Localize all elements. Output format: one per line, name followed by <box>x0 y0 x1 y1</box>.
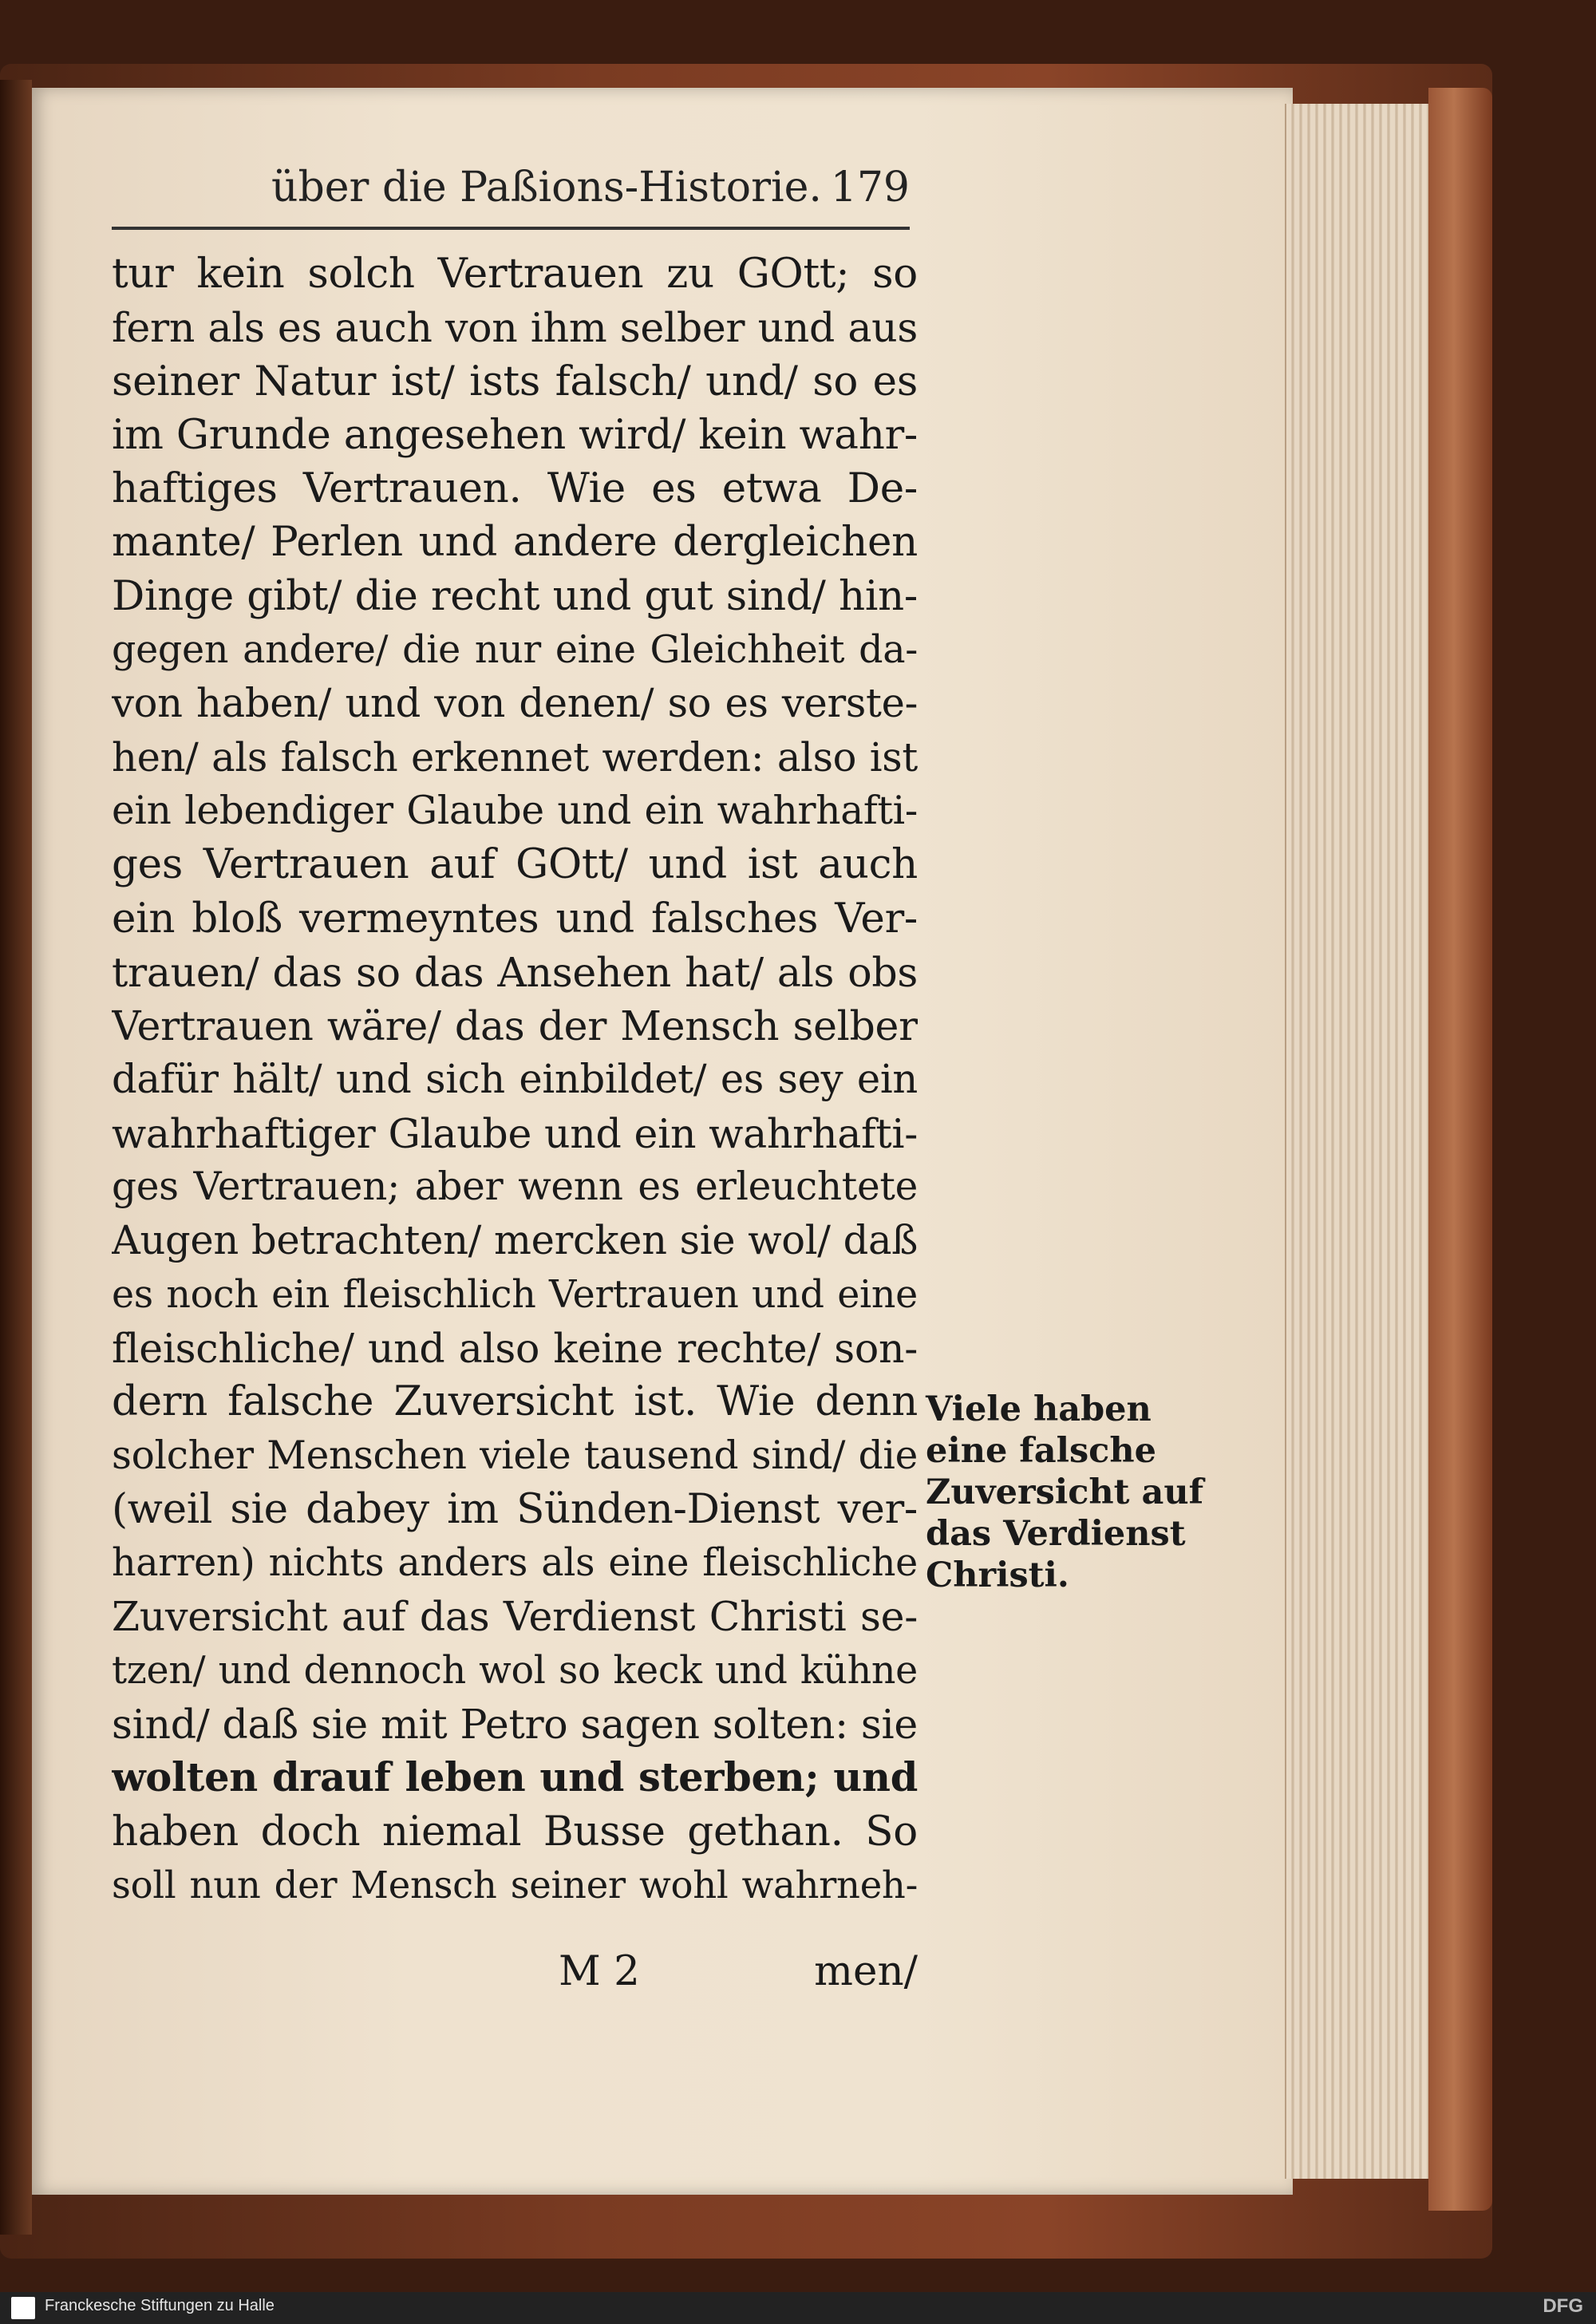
text-line: es noch ein fleischlich Vertrauen und eine <box>112 1272 918 1317</box>
text-line: haftiges Vertrauen. Wie es etwa De- <box>112 464 918 513</box>
text-line: solcher Menschen viele tausend sind/ die <box>112 1433 918 1478</box>
signature-mark: M 2 <box>559 1947 640 1995</box>
body-text <box>112 247 918 1912</box>
text-line: Augen betrachten/ mercken sie wol/ daß <box>112 1217 918 1264</box>
text-line: gegen andere/ die nur eine Gleichheit da- <box>112 628 918 673</box>
text-line: ein lebendiger Glaube und ein wahrhafti- <box>112 788 918 833</box>
text-line: (weil sie dabey im Sünden-Dienst ver- <box>112 1484 918 1533</box>
catchword: men/ <box>814 1947 918 1995</box>
marginal-line: Viele haben <box>926 1389 1152 1429</box>
text-line: hen/ als falsch erkennet werden: also ist <box>112 733 918 781</box>
text-line: haben doch niemal Busse gethan. So <box>112 1807 918 1856</box>
viewer-footer <box>0 2292 1596 2324</box>
text-line: sind/ daß sie mit Petro sagen solten: sie <box>112 1701 918 1749</box>
footer-institution: Franckesche Stiftungen zu Halle <box>45 2297 275 2314</box>
text-line: wahrhaftiger Glaube und ein wahrhafti- <box>112 1109 918 1157</box>
signature-line <box>112 1947 918 2003</box>
cover-edge <box>1428 88 1492 2211</box>
running-header <box>271 164 910 219</box>
facing-page-edge <box>0 80 32 2235</box>
text-line: Zuversicht auf das Verdienst Christi se- <box>112 1593 918 1641</box>
page-edges <box>1285 104 1430 2179</box>
text-line: fleischliche/ und also keine rechte/ son- <box>112 1324 918 1372</box>
text-line: soll nun der Mensch seiner wohl wahrneh- <box>112 1863 918 1907</box>
marginal-note <box>926 1389 1204 1596</box>
header-title: über die Paßions-Historie. <box>271 164 822 211</box>
page-number: 179 <box>830 164 910 211</box>
text-line: dern falsche Zuversicht ist. Wie denn <box>112 1377 918 1426</box>
marginal-line: das Verdienst <box>926 1514 1186 1554</box>
header-rule <box>112 227 910 230</box>
text-line: im Grunde angesehen wird/ kein wahr- <box>112 410 918 459</box>
text-line: ein bloß vermeyntes und falsches Ver- <box>112 894 918 943</box>
text-line: mante/ Perlen und andere dergleichen <box>112 518 918 567</box>
text-line: tur kein solch Vertrauen zu GOtt; so <box>112 250 918 298</box>
text-line: tzen/ und dennoch wol so keck und kühne <box>112 1648 918 1693</box>
institution-logo-icon <box>11 2297 35 2319</box>
marginal-line: Zuversicht auf <box>926 1472 1204 1512</box>
text-line: wolten drauf leben und sterben; und <box>112 1754 918 1801</box>
text-line: Dinge gibt/ die recht und gut sind/ hin- <box>112 571 918 620</box>
text-line: dafür hält/ und sich einbildet/ es sey ein <box>112 1056 918 1103</box>
text-line: Vertrauen wäre/ das der Mensch selber <box>112 1002 918 1050</box>
marginal-line: eine falsche <box>926 1431 1156 1471</box>
text-line: ges Vertrauen auf GOtt/ und ist auch <box>112 840 918 889</box>
text-line: harren) nichts anders als eine fleischliche <box>112 1541 918 1586</box>
text-line: trauen/ das so das Ansehen hat/ als obs <box>112 948 918 996</box>
text-line: ges Vertrauen; aber wenn es erleuchtete <box>112 1164 918 1210</box>
marginal-line: Christi. <box>926 1555 1069 1595</box>
dfg-badge: DFG <box>1543 2295 1583 2317</box>
text-line: von haben/ und von denen/ so es verste- <box>112 680 918 727</box>
text-line: seiner Natur ist/ ists falsch/ und/ so es <box>112 357 918 405</box>
text-line: fern als es auch von ihm selber und aus <box>112 304 918 352</box>
